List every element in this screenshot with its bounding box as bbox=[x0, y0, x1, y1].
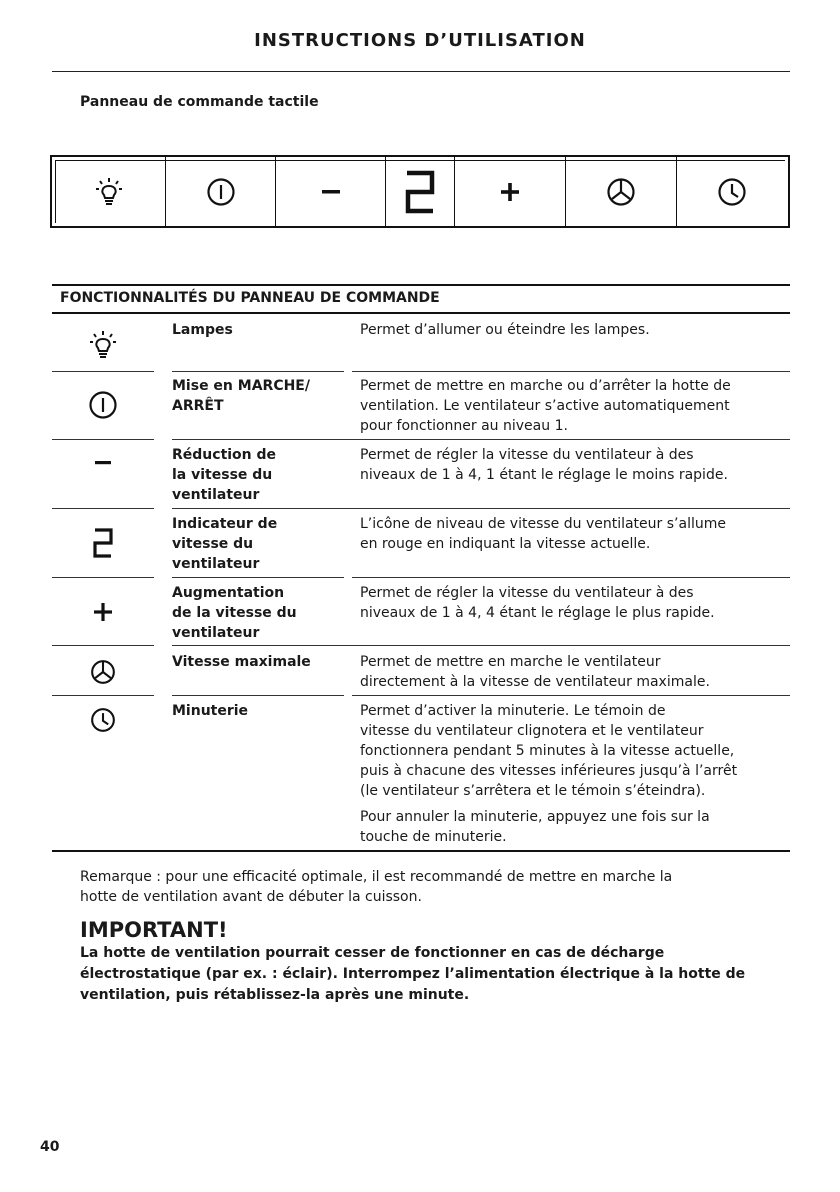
row-divider bbox=[172, 577, 344, 578]
plus-icon bbox=[500, 182, 520, 202]
fan-boost-icon bbox=[90, 659, 116, 685]
feature-name-lamps: Lampes bbox=[172, 322, 233, 338]
note-text: Remarque : pour une efficacité optimale, il est recommandé de mettre en marche la hotte de ventilation avant de débuter la cuisson. bbox=[80, 869, 673, 905]
important-heading: IMPORTANT! bbox=[80, 918, 228, 942]
control-panel-illustration bbox=[50, 155, 790, 228]
feature-name-power: Mise en MARCHE/ ARRÊT bbox=[172, 378, 310, 414]
table-heading: FONCTIONNALITÉS DU PANNEAU DE COMMANDE bbox=[60, 290, 440, 306]
speed-digit-icon bbox=[93, 528, 113, 558]
row-divider bbox=[52, 645, 154, 646]
panel-key-timer bbox=[677, 157, 788, 226]
row-divider bbox=[352, 577, 790, 578]
feature-name-speed-indicator: Indicateur de vitesse du ventilateur bbox=[172, 516, 278, 572]
feature-desc-max-speed: Permet de mettre en marche le ventilateur directement à la vitesse de ventilateur maximale. bbox=[360, 654, 710, 690]
feature-desc-speed-up: Permet de régler la vitesse du ventilateur à des niveaux de 1 à 4, 4 étant le réglage le plus rapide. bbox=[360, 585, 715, 621]
important-text: La hotte de ventilation pourrait cesser de fonctionner en cas de décharge électrostatique (par ex. : éclair). Interrompez l’alimentation électrique à la hotte de ventilation, puis rétablissez-la après une minute. bbox=[80, 945, 746, 1003]
minus-icon bbox=[95, 460, 111, 466]
table-row-icon bbox=[52, 707, 154, 733]
row-divider bbox=[52, 439, 154, 440]
row-divider bbox=[172, 508, 790, 509]
panel-key-power bbox=[166, 157, 276, 226]
feature-desc-speed-indicator: L’icône de niveau de vitesse du ventilateur s’allume en rouge en indiquant la vitesse actuelle. bbox=[360, 516, 726, 552]
power-icon bbox=[88, 390, 118, 420]
feature-desc-timer: Permet d’activer la minuterie. Le témoin de vitesse du ventilateur clignotera et le ventilateur fonctionnera pendant 5 minutes à la vitesse actuelle, puis à chacune des vitesses inférieures jusqu’à l’arrêt (le ventilateur s’arrêtera et le témoin s’éteindra). bbox=[360, 703, 738, 799]
table-top-rule bbox=[52, 284, 790, 286]
timer-icon bbox=[717, 177, 747, 207]
panel-key-speed-display bbox=[386, 157, 454, 226]
power-icon bbox=[206, 177, 236, 207]
row-divider bbox=[172, 371, 344, 372]
title-divider bbox=[52, 71, 790, 72]
table-row-icon bbox=[52, 330, 154, 360]
page-number: 40 bbox=[40, 1139, 60, 1155]
table-row-icon bbox=[52, 603, 154, 621]
panel-key-minus bbox=[276, 157, 386, 226]
row-divider bbox=[52, 508, 154, 509]
section-subtitle: Panneau de commande tactile bbox=[80, 94, 319, 110]
plus-icon bbox=[94, 603, 112, 621]
row-divider bbox=[52, 371, 154, 372]
feature-desc-power: Permet de mettre en marche ou d’arrêter la hotte de ventilation. Le ventilateur s’active automatiquement pour fonctionner au niveau 1. bbox=[360, 378, 731, 434]
lamp-icon bbox=[89, 330, 117, 360]
feature-name-speed-up: Augmentation de la vitesse du ventilateur bbox=[172, 585, 297, 641]
table-bottom-rule bbox=[52, 850, 790, 852]
panel-key-plus bbox=[455, 157, 566, 226]
row-divider bbox=[172, 439, 790, 440]
fan-boost-icon bbox=[606, 177, 636, 207]
panel-key-lamp bbox=[52, 157, 166, 226]
feature-name-timer: Minuterie bbox=[172, 703, 249, 719]
page-title: INSTRUCTIONS D’UTILISATION bbox=[254, 30, 586, 51]
row-divider bbox=[352, 371, 790, 372]
row-divider bbox=[52, 695, 154, 696]
row-divider bbox=[172, 695, 344, 696]
feature-desc-lamps: Permet d’allumer ou éteindre les lampes. bbox=[360, 322, 650, 338]
table-row-icon bbox=[52, 659, 154, 685]
minus-icon bbox=[322, 189, 340, 195]
feature-desc-speed-down: Permet de régler la vitesse du ventilateur à des niveaux de 1 à 4, 1 étant le réglage le moins rapide. bbox=[360, 447, 728, 483]
speed-digit-icon bbox=[405, 170, 435, 214]
feature-desc-timer-cancel: Pour annuler la minuterie, appuyez une fois sur la touche de minuterie. bbox=[360, 809, 710, 845]
row-divider bbox=[52, 577, 154, 578]
feature-name-max-speed: Vitesse maximale bbox=[172, 654, 311, 670]
feature-name-speed-down: Réduction de la vitesse du ventilateur bbox=[172, 447, 277, 503]
lamp-icon bbox=[95, 177, 123, 207]
row-divider bbox=[172, 645, 790, 646]
row-divider bbox=[352, 695, 790, 696]
table-row-icon bbox=[52, 528, 154, 558]
panel-key-boost bbox=[566, 157, 677, 226]
timer-icon bbox=[90, 707, 116, 733]
table-row-icon bbox=[52, 390, 154, 420]
table-row-icon bbox=[52, 460, 154, 466]
table-header-rule bbox=[52, 312, 790, 314]
